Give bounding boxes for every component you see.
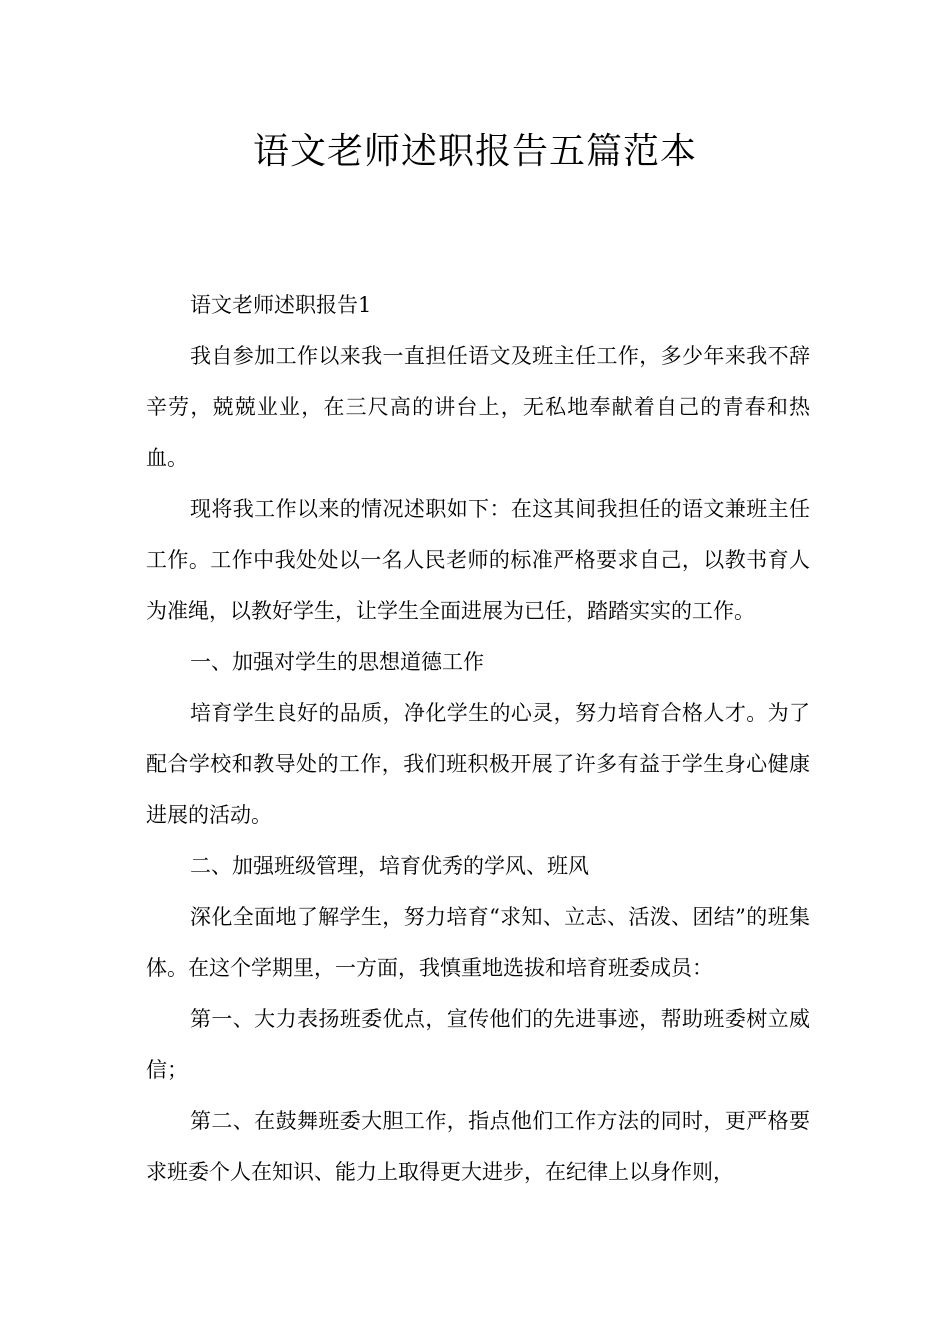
section-heading-moral-work: 一、加强对学生的思想道德工作 (190, 650, 484, 674)
section-heading-report-1: 语文老师述职报告1 (190, 293, 372, 317)
paragraph-point-1: 第一、大力表扬班委优点，宣传他们的先进事迹，帮助班委树立威信； (146, 1007, 810, 1082)
paragraph-intro: 我自参加工作以来我一直担任语文及班主任工作，多少年来我不辞辛劳，兢兢业业，在三尺高的讲台上，无私地奉献着自己的青春和热血。 (146, 344, 810, 470)
section-heading-class-management: 二、加强班级管理，培育优秀的学风、班风 (190, 854, 589, 878)
paragraph-moral-work: 培育学生良好的品质，净化学生的心灵，努力培育合格人才。为了配合学校和教导处的工作，我们班积极开展了许多有益于学生身心健康进展的活动。 (146, 701, 810, 827)
document-title: 语文老师述职报告五篇范本 (252, 131, 697, 172)
paragraph-overview: 现将我工作以来的情况述职如下：在这其间我担任的语文兼班主任工作。工作中我处处以一名人民老师的标准严格要求自己，以教书育人为准绳，以教好学生，让学生全面进展为已任，踏踏实实的工作。 (146, 497, 810, 623)
paragraph-point-2: 第二、在鼓舞班委大胆工作，指点他们工作方法的同时，更严格要求班委个人在知识、能力上取得更大进步，在纪律上以身作则， (146, 1109, 810, 1184)
paragraph-class-management: 深化全面地了解学生，努力培育“求知、立志、活泼、团结”的班集体。在这个学期里，一方面，我慎重地选拔和培育班委成员： (146, 905, 810, 980)
document-body (146, 280, 810, 1198)
